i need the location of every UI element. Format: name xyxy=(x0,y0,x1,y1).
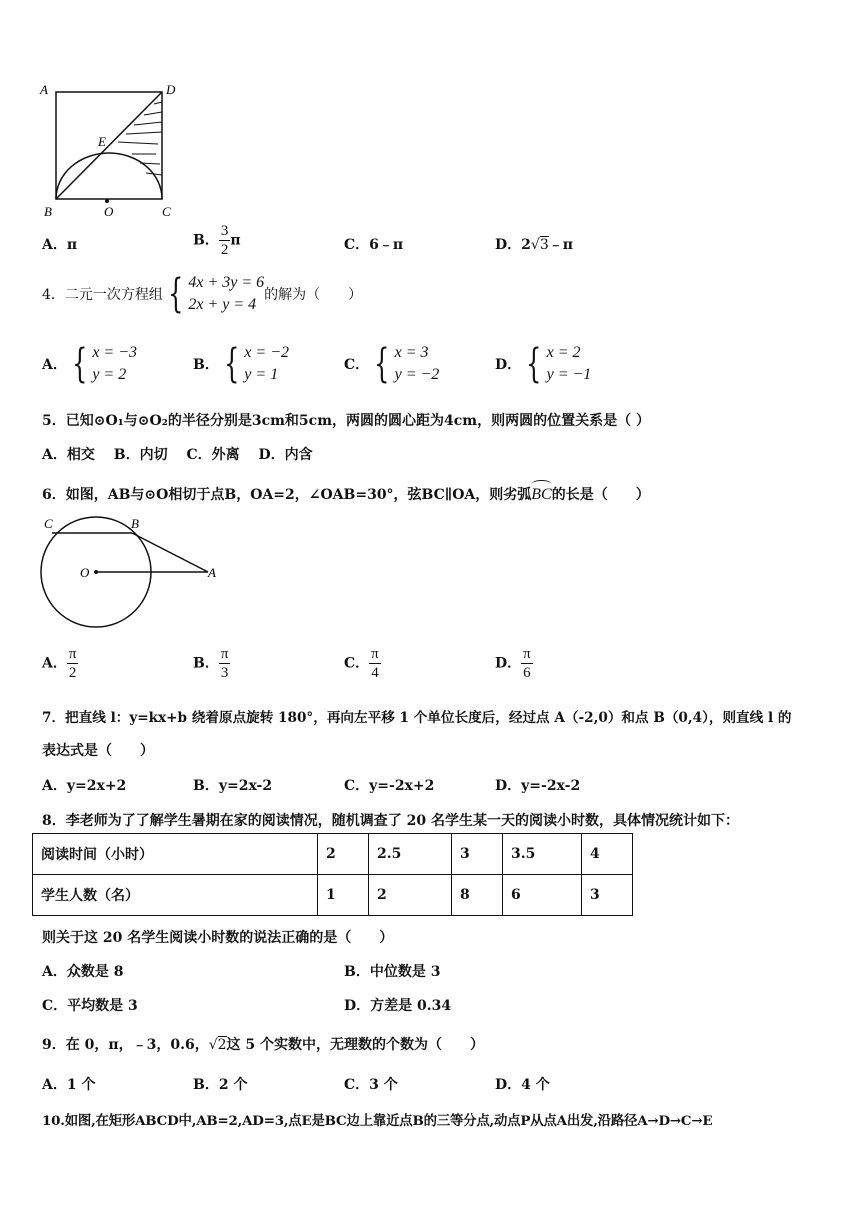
table-cell: 8 xyxy=(452,875,503,916)
arc-bc: BC xyxy=(531,486,551,504)
q4-system: 4x + 3y = 6 2x + y = 4 xyxy=(188,274,265,313)
q9-option-d: D．4 个 xyxy=(495,1077,550,1093)
label-c: C xyxy=(44,516,53,531)
table-cell: 3 xyxy=(582,875,633,916)
q10-stem: 10.如图,在矩形ABCD中,AB=2,AD=3,点E是BC边上靠近点B的三等分点,动点P从点A出发,沿路径A→D→C→E xyxy=(42,1113,713,1129)
table-cell: 6 xyxy=(503,875,582,916)
table-cell: 1 xyxy=(318,875,369,916)
q9-option-b: B．2 个 xyxy=(193,1077,248,1093)
q6-figure xyxy=(36,510,226,630)
table-cell: 2 xyxy=(369,875,452,916)
q4-stem xyxy=(42,272,362,316)
q8-question: 则关于这 20 名学生阅读小时数的说法正确的是（ ） xyxy=(42,930,394,946)
table-cell: 3 xyxy=(452,834,503,875)
semicircle xyxy=(56,153,162,199)
q5-options: A．相交 B．内切 C．外离 D．内含 xyxy=(42,447,313,463)
label-e: E xyxy=(98,134,106,149)
q5-stem: 5．已知⊙O₁与⊙O₂的半径分别是3cm和5cm，两圆的圆心距为4cm，则两圆的位置关系是（ ） xyxy=(42,413,650,429)
q7-stem-line2: 表达式是（ ） xyxy=(42,743,154,759)
table-row xyxy=(33,834,633,875)
q7-option-b: B．y=2x-2 xyxy=(193,778,273,794)
q9-option-c: C．3 个 xyxy=(344,1077,398,1093)
q4-stem-text: 4．二元一次方程组 xyxy=(42,287,163,303)
table-row xyxy=(33,875,633,916)
q3-option-a: A．π xyxy=(42,237,78,253)
q3-option-c: C．6﹣π xyxy=(344,237,404,253)
center-o-dot xyxy=(105,199,109,203)
q8-option-c: C．平均数是 3 xyxy=(42,998,138,1014)
q4-options xyxy=(42,342,642,394)
center-o-dot xyxy=(94,570,98,574)
label-o: O xyxy=(104,204,114,219)
table-cell: 2.5 xyxy=(369,834,452,875)
q3-d-radicand: 3 xyxy=(539,237,549,253)
q3-option-d: D．2√3﹣π xyxy=(495,237,573,253)
q8-option-a: A．众数是 8 xyxy=(42,964,124,980)
q8-stem: 8．李老师为了了解学生暑期在家的阅读情况，随机调查了 20 名学生某一天的阅读小时数，具体情况统计如下： xyxy=(42,813,739,829)
table-cell: 4 xyxy=(582,834,633,875)
q3-option-b-letter: B． xyxy=(193,232,219,249)
q8-option-d: D．方差是 0.34 xyxy=(344,998,452,1014)
q6-option-d: D． $\frac{\pi}{6}$ xyxy=(495,646,531,681)
q3-figure xyxy=(36,80,186,222)
q8-table xyxy=(32,833,633,916)
tangent-ab xyxy=(132,533,208,572)
label-a: A xyxy=(208,565,216,580)
q7-option-c: C．y=-2x+2 xyxy=(344,778,435,794)
label-b: B xyxy=(131,516,139,531)
sqrt-symbol: √ xyxy=(530,237,540,253)
label-c: C xyxy=(162,204,171,219)
q4-stem-tail: 的解为（ ） xyxy=(264,287,363,303)
q7-option-a: A．y=2x+2 xyxy=(42,778,127,794)
label-b: B xyxy=(44,204,52,219)
q7-stem-line1: 7．把直线 l：y=kx+b 绕着原点旋转 180°，再向左平移 1 个单位长度后，经过点 A（-2,0）和点 B（0,4），则直线 l 的 xyxy=(42,710,792,726)
hatched-region xyxy=(118,102,162,175)
q4-option-c: C． { x = 3 y = −2 xyxy=(344,341,440,387)
q4-option-b: B． { x = −2 y = 1 xyxy=(193,341,289,387)
q9-option-a: A．1 个 xyxy=(42,1077,96,1093)
diagonal-bd xyxy=(56,92,162,199)
q6-option-a: A． $\frac{\pi}{2}$ xyxy=(42,646,77,681)
q7-option-d: D．y=-2x-2 xyxy=(495,778,581,794)
table-cell: 阅读时间（小时） xyxy=(33,834,318,875)
q9-radicand: 2 xyxy=(217,1037,227,1053)
q4-option-a: A． { x = −3 y = 2 xyxy=(42,341,138,387)
brace: { xyxy=(168,271,184,317)
label-o: O xyxy=(80,565,90,580)
label-d: D xyxy=(166,82,176,97)
sqrt-symbol: √ xyxy=(208,1037,218,1053)
q6-option-c: C． $\frac{\pi}{4}$ xyxy=(344,646,379,681)
q6-option-b: B． $\frac{\pi}{3}$ xyxy=(193,646,229,681)
label-a: A xyxy=(40,82,48,97)
q3-option-b-fraction: $\frac{3}{2}$ xyxy=(220,223,229,258)
table-cell: 2 xyxy=(318,834,369,875)
q4-option-d: D． { x = 2 y = −1 xyxy=(495,341,592,387)
q3-option-b: B． $\frac{3}{2}$ π xyxy=(193,223,241,258)
q6-stem: 6．如图，AB与⊙O相切于点B，OA=2，∠OAB=30°，弦BC∥OA，则劣弧 BC的长是（ ） xyxy=(42,484,650,504)
table-cell: 3.5 xyxy=(503,834,582,875)
q9-stem: 9．在 0，π，﹣3，0.6，√2这 5 个实数中，无理数的个数为（ ） xyxy=(42,1037,485,1053)
q8-option-b: B．中位数是 3 xyxy=(344,964,441,980)
table-cell: 学生人数（名） xyxy=(33,875,318,916)
